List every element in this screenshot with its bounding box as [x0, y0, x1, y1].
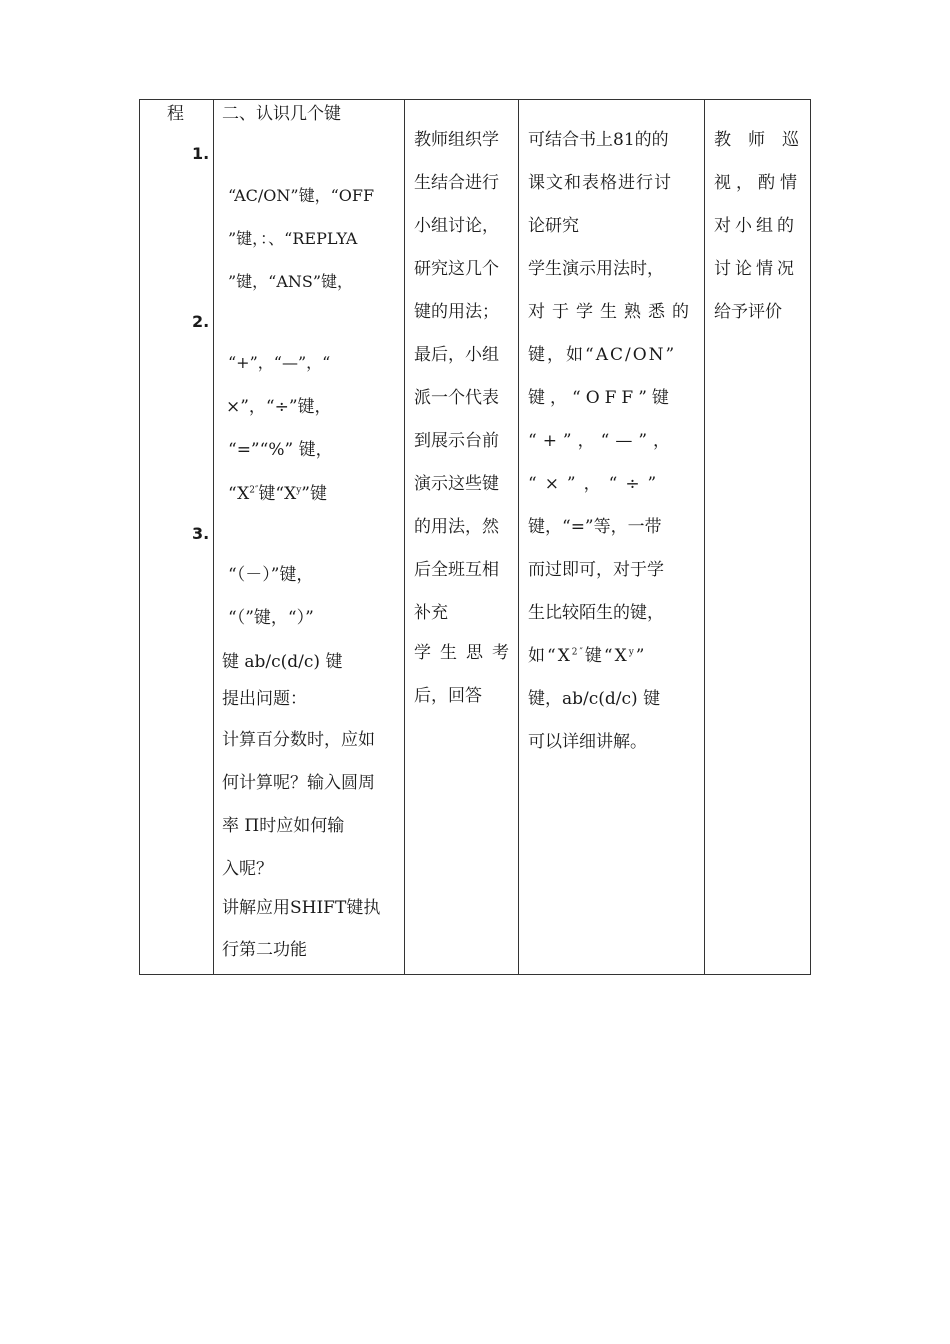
content-line: 行第二功能	[222, 940, 307, 960]
teacher-activity-column	[405, 100, 518, 974]
content-line: 讲解应用SHIFT键执	[222, 898, 381, 918]
evaluation-line: 讨论情况	[714, 259, 798, 279]
notes-column	[519, 100, 704, 974]
content-line: 提出问题：	[222, 689, 307, 709]
evaluation-line: 教师巡	[714, 130, 816, 150]
step-number: 3.	[192, 524, 210, 543]
content-line: 计算百分数时，应如	[222, 730, 375, 750]
content-line: ”键，：、“REPLYA	[228, 229, 358, 248]
activity-line: 生结合进行	[414, 173, 499, 193]
notes-line: 键，“OFF”键	[528, 388, 674, 408]
content-line: ”键，“ANS”键，	[228, 272, 354, 291]
process-label: 程	[167, 104, 184, 124]
activity-line: 后，回答	[414, 686, 482, 706]
x-key-line: “$X^{2''}$键“$X^y$”键	[228, 484, 327, 504]
evaluation-line: 对小组的	[714, 216, 798, 236]
evaluation-column	[705, 100, 816, 974]
notes-line: 生比较陌生的键，	[528, 603, 664, 623]
activity-line: 研究这几个	[414, 259, 499, 279]
content-line: “（”键，“）”	[228, 608, 314, 628]
notes-line: 键，“=”等，一带	[528, 517, 662, 537]
content-line: 键 ab/c(d/c) 键	[222, 652, 343, 672]
content-line: “+”，“—”，“	[228, 353, 331, 372]
evaluation-line: 视，酌情	[714, 173, 802, 193]
step-number: 2.	[192, 312, 210, 331]
notes-line: 对于学生熟悉的	[528, 302, 696, 322]
notes-line: 可结合书上81的的	[528, 130, 669, 150]
activity-line: 到展示台前	[414, 431, 499, 451]
step-number: 1.	[192, 144, 210, 163]
content-line: “AC/ON”键，“OFF	[228, 186, 375, 205]
notes-line: 可以详细讲解。	[528, 732, 647, 752]
content-line: 何计算呢？输入圆周	[222, 773, 375, 793]
notes-line: 课文和表格进行讨	[528, 173, 672, 193]
activity-line: 小组讨论，	[414, 216, 499, 236]
process-column	[140, 100, 213, 974]
notes-line: 学生演示用法时，	[528, 259, 664, 279]
content-line: 率 Π时应如何输	[222, 816, 345, 836]
evaluation-line: 给予评价	[714, 302, 782, 322]
content-line: “=”“%” 键，	[228, 440, 333, 460]
activity-line: 教师组织学	[414, 130, 499, 150]
activity-line: 补充	[414, 603, 448, 623]
content-line: ×”，“÷”键，	[226, 397, 332, 417]
activity-line: 最后，小组	[414, 345, 499, 365]
activity-line: 的用法，然	[414, 517, 499, 537]
activity-line: 键的用法；	[414, 302, 499, 322]
notes-line: “+”，“—”，	[528, 431, 677, 451]
notes-line: 键，如“AC/ON”	[528, 345, 677, 365]
lesson-table	[139, 99, 816, 975]
section-heading: 二、认识几个键	[222, 104, 341, 124]
activity-line: 后全班互相	[414, 560, 499, 580]
notes-line: 论研究	[528, 216, 579, 236]
notes-line: 键，ab/c(d/c) 键	[528, 689, 661, 709]
notes-line: 而过即可，对于学	[528, 560, 664, 580]
x-key-line: 如“$X^{2''}$键“$X^y$”	[528, 646, 647, 666]
content-line: 入呢？	[222, 859, 273, 879]
notes-line: “×”，“÷”	[528, 474, 665, 494]
activity-line: 演示这些键	[414, 474, 499, 494]
activity-line: 派一个代表	[414, 388, 499, 408]
activity-line: 学生思考	[414, 643, 518, 663]
content-column	[214, 100, 404, 974]
content-line: “（－）”键，	[228, 565, 314, 585]
